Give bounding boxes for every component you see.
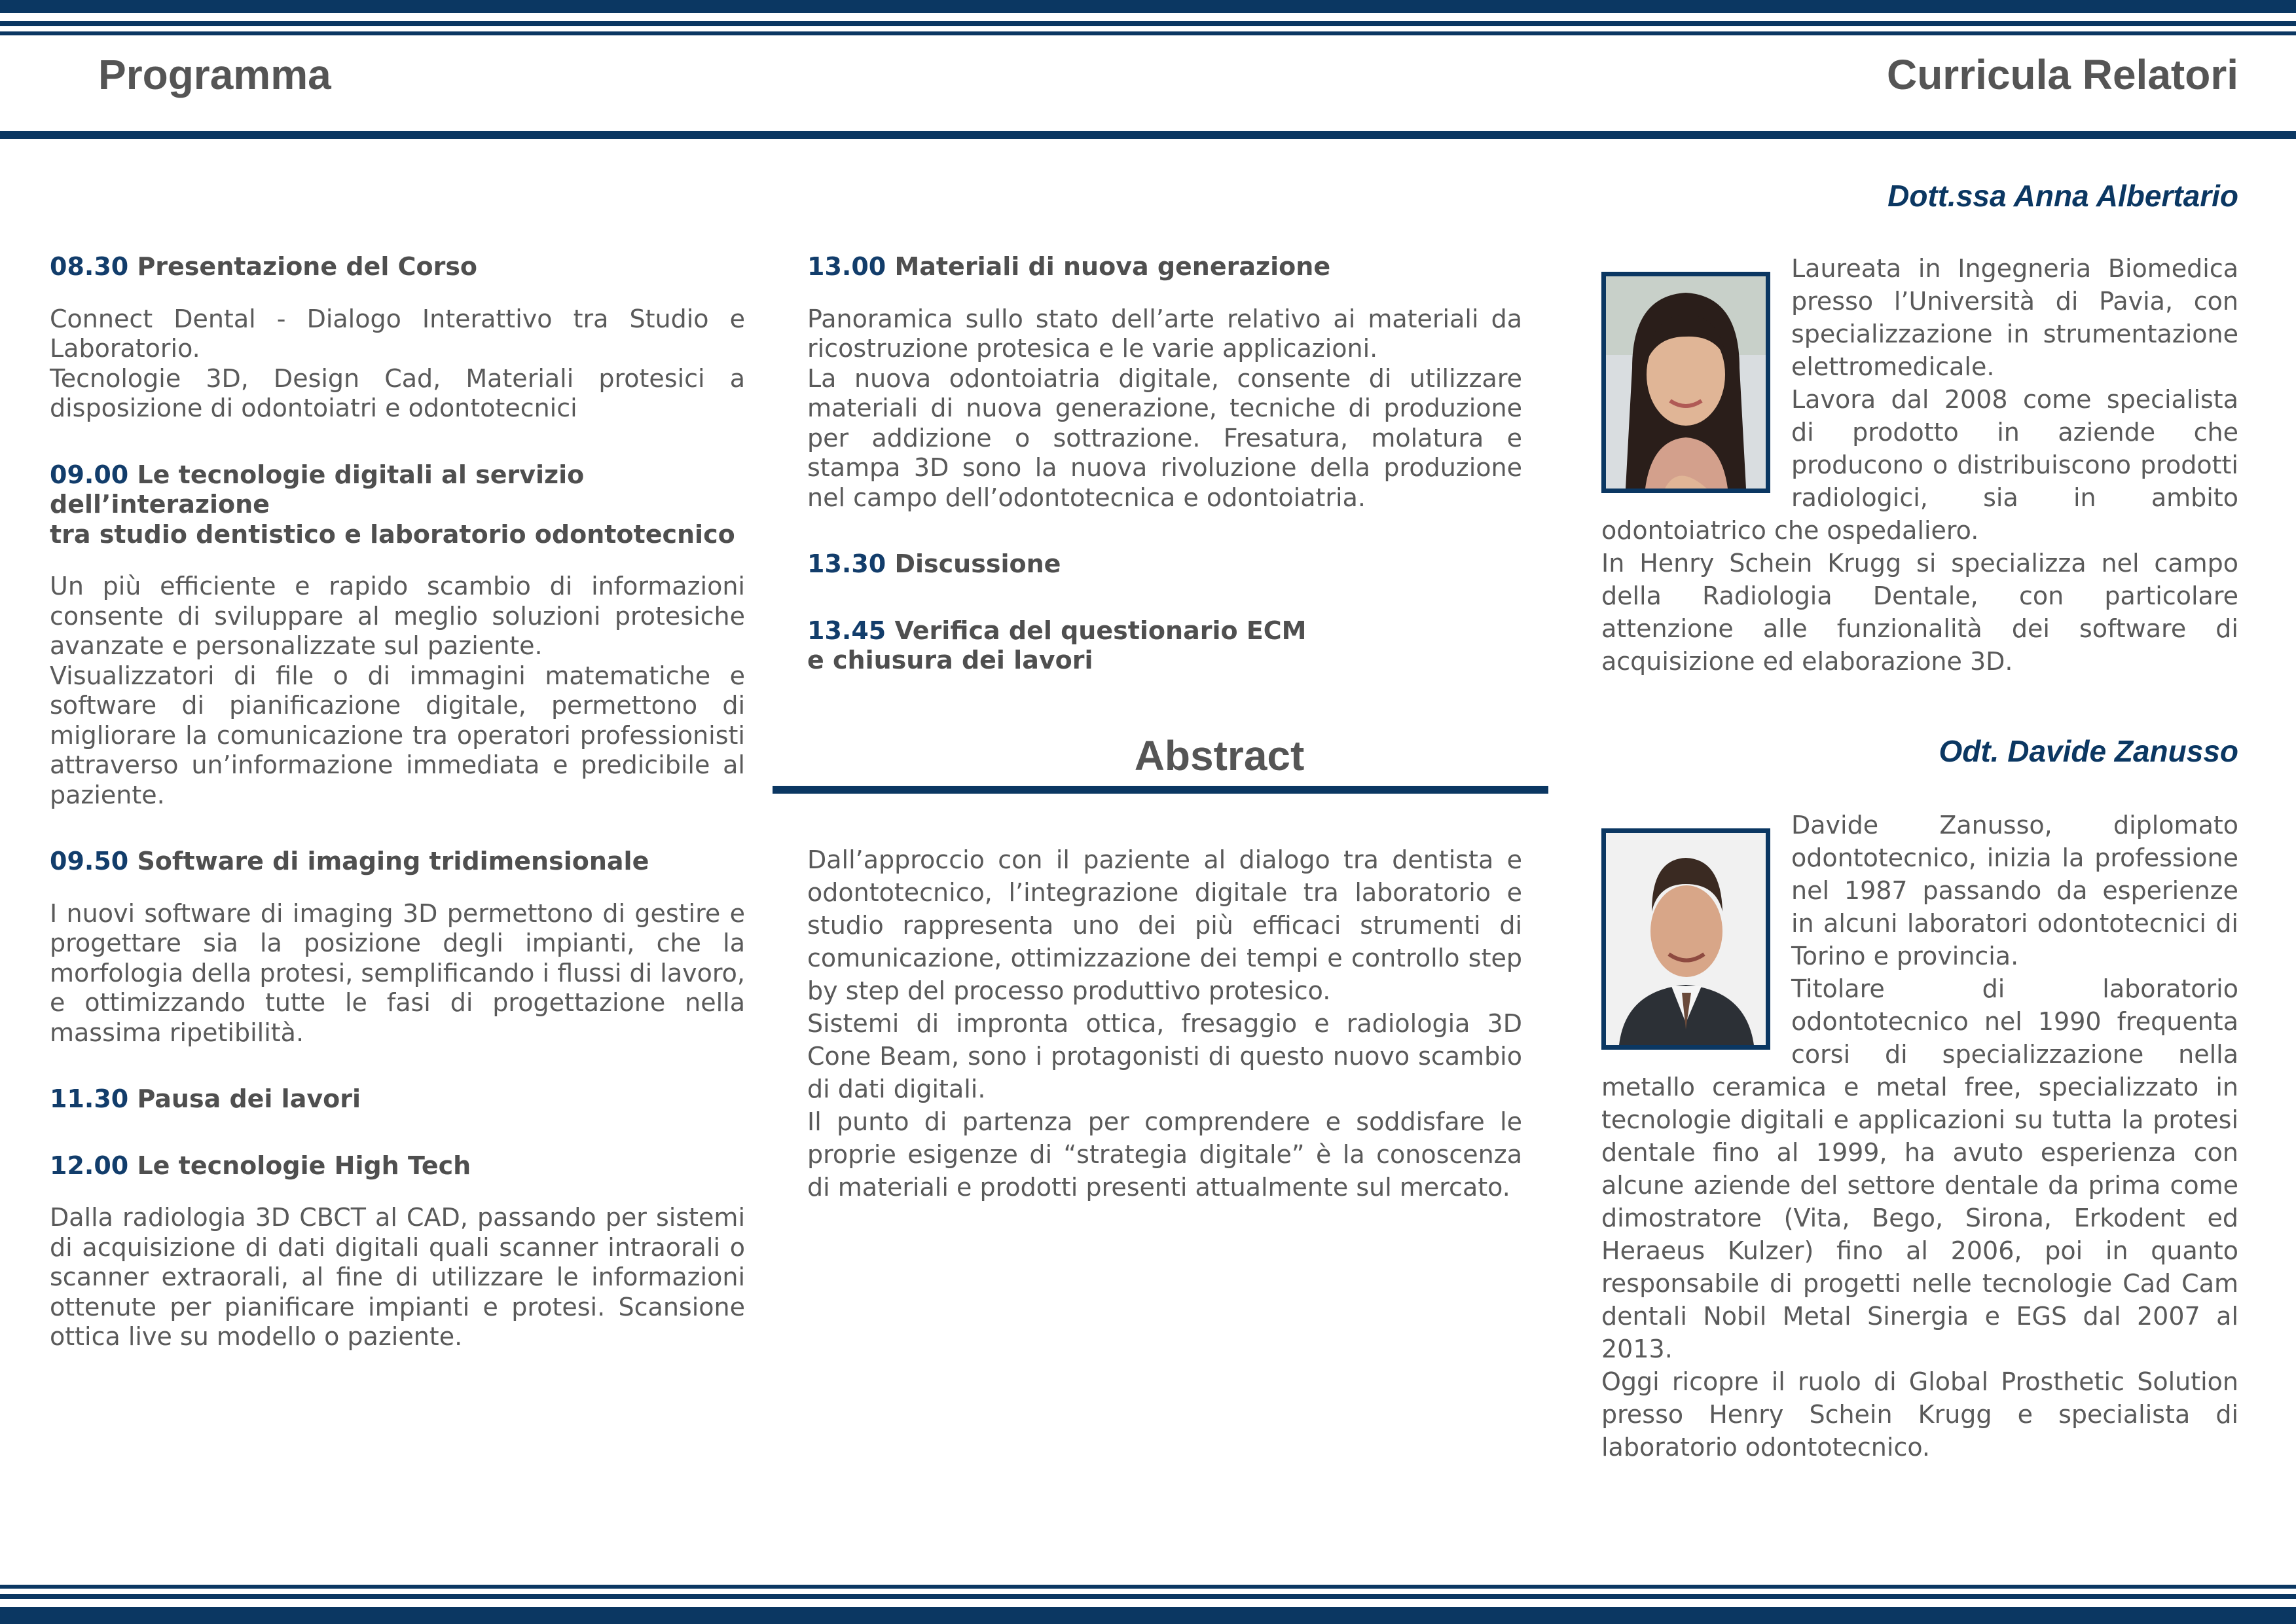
program-desc: Dalla radiologia 3D CBCT al CAD, passando per sistemi di acquisizione di dati digitali quali scanner intraorali o scanner extraorali, al fine di utilizzare le informazioni ottenute per pianificare impianti e protesi. Scansione ottica live su modello o paziente. bbox=[50, 1203, 745, 1351]
curricula-title: Curricula Relatori bbox=[1886, 51, 2238, 98]
program-item-1300 bbox=[807, 252, 1522, 513]
top-band-thin-1 bbox=[0, 21, 2296, 26]
program-time: 13.45 bbox=[807, 616, 886, 645]
abstract-text: Dall’approccio con il paziente al dialogo tra dentista e odontotecnico, l’integrazione digitale tra laboratorio e studio rappresenta uno dei più efficaci strumenti di comunicazione, ottimizzazione dei tempi e controllo step by step del processo produttivo protesico. Sistemi di impronta ottica, fresaggio e radiologia 3D Cone Beam, sono i protagonisti di questo nuovo scambio di dati digitali. Il punto di partenza per comprendere e soddisfare le proprie esigenze di “strategia digitale” è la conoscenza di materiali e prodotti presenti attualmente sul mercato. bbox=[807, 845, 1522, 1202]
top-band-thin-2 bbox=[0, 31, 2296, 35]
program-time: 09.50 bbox=[50, 847, 129, 876]
header-underline bbox=[0, 131, 2296, 139]
program-item-1130 bbox=[50, 1084, 745, 1115]
program-item-1200 bbox=[50, 1151, 745, 1352]
program-item-0950 bbox=[50, 847, 745, 1048]
abstract-underline bbox=[773, 786, 1548, 794]
program-desc: Un più efficiente e rapido scambio di informazioni consente di sviluppare al meglio soluzioni protesiche avanzate e personalizzate sul paziente. Visualizzatori di file o di immagini matematiche e software di pianificazione digitale, permettono di migliorare la comunicazione tra operatori professionisti attraverso un’informazione immediata e predicibile al paziente. bbox=[50, 572, 745, 809]
speaker-photo-albertario bbox=[1601, 272, 1770, 493]
program-time: 11.30 bbox=[50, 1084, 129, 1113]
program-time: 13.00 bbox=[807, 252, 886, 281]
program-column-1 bbox=[50, 252, 745, 1352]
bottom-band-thick bbox=[0, 1607, 2296, 1624]
program-title: Materiali di nuova generazione bbox=[894, 252, 1331, 281]
program-desc: Panoramica sullo stato dell’arte relativo ai materiali da ricostruzione protesica e le varie applicazioni. La nuova odontoiatria digitale, consente di utilizzare materiali di nuova generazione, tecniche di produzione per addizione o sottrazione. Fresatura, molatura e stampa 3D sono la nuova rivoluzione della produzione nel campo dell’odontotecnica e odontoiatria. bbox=[807, 304, 1522, 512]
program-time: 09.00 bbox=[50, 460, 129, 489]
program-time: 08.30 bbox=[50, 252, 129, 281]
program-item-0900 bbox=[50, 460, 745, 811]
program-desc: Connect Dental - Dialogo Interattivo tra Studio e Laboratorio. Tecnologie 3D, Design Cad, Materiali protesici a disposizione di odontoiatri e odontotecnici bbox=[50, 304, 745, 422]
speaker-name-albertario: Dott.ssa Anna Albertario bbox=[1887, 179, 2238, 213]
speaker-bio-zanusso: Davide Zanusso, diplomato odontotecnico, inizia la professione nel 1987 passando da esperienze in alcuni laboratori odontotecnici di Torino e provincia. Titolare di laboratorio odontotecnico nel 1990 frequenta corsi di specializzazione nella metallo ceramica e metal free, specializzato in tecnologie digitali e applicazioni su tutta la protesi dentale fino al 1999, ha avuto esperienza con alcune aziende del settore dentale da prima come dimostratore (Vita, Bego, Sirona, Erkodent ed Heraeus Kulzer) fino al 2006, poi in quanto responsabile di progetti nelle tecnologie Cad Cam dentali Nobil Metal Sinergia e EGS dal 2007 al 2013. Oggi ricopre il ruolo di Global Prosthetic Solution presso Henry Schein Krugg e specialista di laboratorio odontotecnico. bbox=[1601, 811, 2238, 1462]
program-item-1345 bbox=[807, 616, 1522, 676]
abstract-column bbox=[807, 843, 1522, 1204]
program-time: 13.30 bbox=[807, 549, 886, 578]
program-time: 12.00 bbox=[50, 1151, 129, 1180]
top-band-thick bbox=[0, 0, 2296, 13]
speaker-name-zanusso: Odt. Davide Zanusso bbox=[1939, 734, 2238, 768]
program-item-1330 bbox=[807, 549, 1522, 580]
speaker-bio-albertario-block bbox=[1601, 252, 2238, 678]
bottom-band-thin-1 bbox=[0, 1585, 2296, 1589]
speaker-photo-zanusso bbox=[1601, 828, 1770, 1050]
program-title-line-2: tra studio dentistico e laboratorio odontotecnico bbox=[50, 519, 735, 549]
abstract-title: Abstract bbox=[1134, 732, 1305, 779]
programma-title: Programma bbox=[98, 51, 331, 98]
program-title: Verifica del questionario ECM bbox=[894, 616, 1307, 645]
speaker-bio-zanusso-block bbox=[1601, 809, 2238, 1464]
program-title: Presentazione del Corso bbox=[137, 252, 478, 281]
program-title: Software di imaging tridimensionale bbox=[137, 847, 649, 876]
program-item-0830 bbox=[50, 252, 745, 424]
program-desc: I nuovi software di imaging 3D permettono di gestire e progettare sia la posizione degli impianti, che la morfologia della protesi, semplificando i flussi di lavoro, e ottimizzando tutte le fasi di progettazione nella massima ripetibilità. bbox=[50, 898, 745, 1047]
program-title: Le tecnologie High Tech bbox=[137, 1151, 471, 1180]
program-title: Pausa dei lavori bbox=[137, 1084, 361, 1113]
program-column-2 bbox=[807, 252, 1522, 676]
program-title-line-2: e chiusura dei lavori bbox=[807, 646, 1093, 674]
program-title: Le tecnologie digitali al servizio dell’interazione bbox=[50, 460, 585, 519]
program-title: Discussione bbox=[894, 549, 1061, 578]
speaker-bio-albertario: Laureata in Ingegneria Biomedica presso l’Università di Pavia, con specializzazione in strumentazione elettromedicale. Lavora dal 2008 come specialista di prodotto in aziende che producono o distribuiscono prodotti radiologici, sia in ambito odontoiatrico che ospedaliero. In Henry Schein Krugg si specializza nel campo della Radiologia Dentale, con particolare attenzione alle funzionalità dei software di acquisizione ed elaborazione 3D. bbox=[1601, 254, 2238, 676]
bottom-band-thin-2 bbox=[0, 1594, 2296, 1599]
